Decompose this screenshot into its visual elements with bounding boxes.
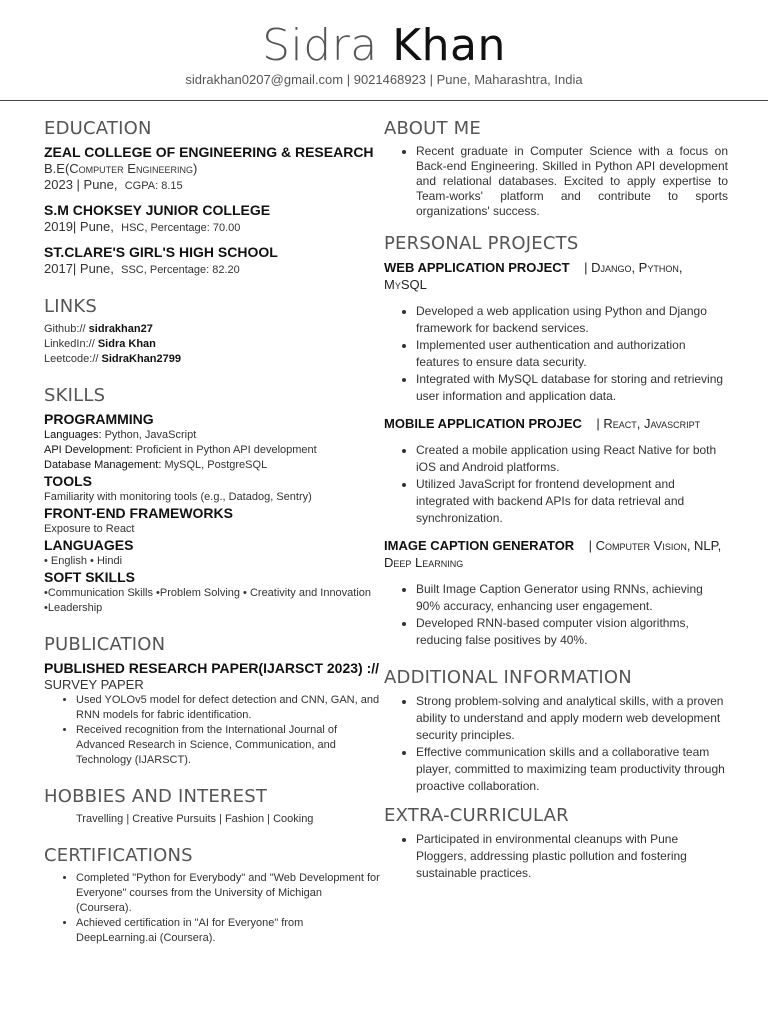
list-item: • Used YOLOv5 model for defect detection and CNN, GAN, and RNN models for fabric identification. [76,693,380,723]
list-item: • Received recognition from the International Journal of Advanced Research in Science, Communication, and Technology (IJARSCT). [76,723,380,768]
project-name: WEB APPLICATION PROJECT [384,260,570,275]
education-heading: EDUCATION [44,118,152,139]
link-github[interactable] [44,322,380,337]
left-column [44,118,380,946]
projects-heading: PERSONAL PROJECTS [384,233,579,254]
skill-row [44,428,380,443]
list-item: • Created a mobile application using React Native for both iOS and Android platforms. [416,442,728,476]
frontend-text: Exposure to React [44,523,135,535]
frontend-heading: FRONT-END FRAMEWORKS [44,505,233,521]
project-bullets [384,303,728,405]
languages-text: • English • Hindi [44,555,123,567]
school-name: ZEAL COLLEGE OF ENGINEERING & RESEARCH [44,144,374,160]
link-value: Sidra Khan [97,338,156,350]
additional-list [384,693,728,795]
list-item: • Built Image Caption Generator using RNNs, achieving 90% accuracy, enhancing user engagement. [416,581,728,615]
publication-heading: PUBLICATION [44,634,166,655]
candidate-name [0,20,768,72]
edu-year: 2023 | Pune, [44,177,118,192]
link-value: SidraKhan2799 [101,353,181,365]
list-item: • Participated in environmental cleanups with Pune Ploggers, addressing plastic pollution and fostering sustainable practices. [416,831,728,882]
extra-list [384,831,728,882]
languages-heading: LANGUAGES [44,537,134,553]
about-list [384,144,728,219]
contact-line: sidrakhan0207@gmail.com | 9021468923 | Pune, Maharashtra, India [185,72,583,87]
list-item: • Completed "Python for Everybody" and "Web Development for Everyone" courses from the University of Michigan (Coursera). [76,871,380,916]
soft-skills-text: •Communication Skills •Problem Solving • Creativity and Innovation •Leadership [44,587,372,614]
education-item [44,202,380,236]
project-tech: | Computer Vision, NLP, Deep Learning [384,538,722,570]
header-divider [0,100,768,101]
edu-year: 2017| Pune, [44,261,114,276]
skill-value: MySQL, PostgreSQL [164,459,268,471]
resume-header [0,0,768,100]
project-title [384,415,728,432]
about-text: • Recent graduate in Computer Science with a focus on Back-end Engineering. Skilled in Python API development and relational databases. Excited to apply expertise to Team-works' platform and contribute to sports organizations' success. [416,144,728,219]
certifications-heading: CERTIFICATIONS [44,845,193,866]
school-name: S.M CHOKSEY JUNIOR COLLEGE [44,202,271,218]
project-bullets [384,442,728,527]
edu-score: SSC, Percentage: 82.20 [121,264,240,276]
skill-label: Languages: [44,429,102,441]
project-title [384,259,728,293]
last-name: Khan [392,20,506,71]
edu-score: HSC, Percentage: 70.00 [121,222,241,234]
list-item: • Effective communication skills and a collaborative team player, committed to maximizing team productivity through proactive collaboration. [416,744,728,795]
skill-row [44,443,380,458]
links-heading: LINKS [44,296,98,317]
soft-skills-heading: SOFT SKILLS [44,569,135,585]
link-label: Github:// [44,323,86,335]
project-tech: | Django, Python, MySQL [384,260,683,292]
link-label: LinkedIn:// [44,338,95,350]
skill-value: Python, JavaScript [104,429,197,441]
programming-heading: PROGRAMMING [44,411,154,427]
education-item [44,244,380,278]
skill-label: Database Management: [44,459,162,471]
link-leetcode[interactable] [44,352,380,367]
publication-title: PUBLISHED RESEARCH PAPER(IJARSCT 2023) :// [44,660,380,676]
list-item: • Utilized JavaScript for frontend development and integrated with backend APIs for data retrieval and synchronization. [416,476,728,527]
degree: B.E(Computer Engineering) [44,161,198,176]
edu-score: CGPA: 8.15 [124,180,183,192]
project-name: MOBILE APPLICATION PROJEC [384,416,582,431]
certifications-list [44,871,380,946]
school-name: ST.CLARE'S GIRL'S HIGH SCHOOL [44,244,278,260]
publication-subtitle: SURVEY PAPER [44,677,144,692]
about-heading: ABOUT ME [384,118,481,139]
tools-heading: TOOLS [44,473,92,489]
right-column [384,118,728,882]
hobbies-text: Travelling | Creative Pursuits | Fashion | Cooking [76,813,314,825]
tools-text: Familiarity with monitoring tools (e.g., Datadog, Sentry) [44,491,312,503]
first-name: Sidra [262,20,378,71]
skill-label: API Development: [44,444,133,456]
list-item: • Achieved certification in "AI for Everyone" from DeepLearning.ai (Coursera). [76,916,380,946]
project-bullets [384,581,728,649]
list-item: • Developed a web application using Python and Django framework for backend services. [416,303,728,337]
hobbies-heading: HOBBIES AND INTEREST [44,786,268,807]
skill-row [44,458,380,473]
publication-list [44,693,380,768]
additional-heading: ADDITIONAL INFORMATION [384,667,632,688]
skill-value: Proficient in Python API development [135,444,317,456]
link-label: Leetcode:// [44,353,99,365]
project-name: IMAGE CAPTION GENERATOR [384,538,575,553]
edu-year: 2019| Pune, [44,219,114,234]
link-linkedin[interactable] [44,337,380,352]
skills-heading: SKILLS [44,385,106,406]
list-item: • Integrated with MySQL database for storing and retrieving user information and application data. [416,371,728,405]
list-item: • Developed RNN-based computer vision algorithms, reducing false positives by 40%. [416,615,728,649]
link-value: sidrakhan27 [88,323,153,335]
project-title [384,537,728,571]
education-item [44,144,380,194]
extra-heading: EXTRA-CURRICULAR [384,805,569,826]
list-item: • Implemented user authentication and authorization features to ensure data security. [416,337,728,371]
list-item: • Strong problem-solving and analytical skills, with a proven ability to understand and apply modern web development security principles. [416,693,728,744]
project-tech: | React, Javascript [596,416,701,431]
